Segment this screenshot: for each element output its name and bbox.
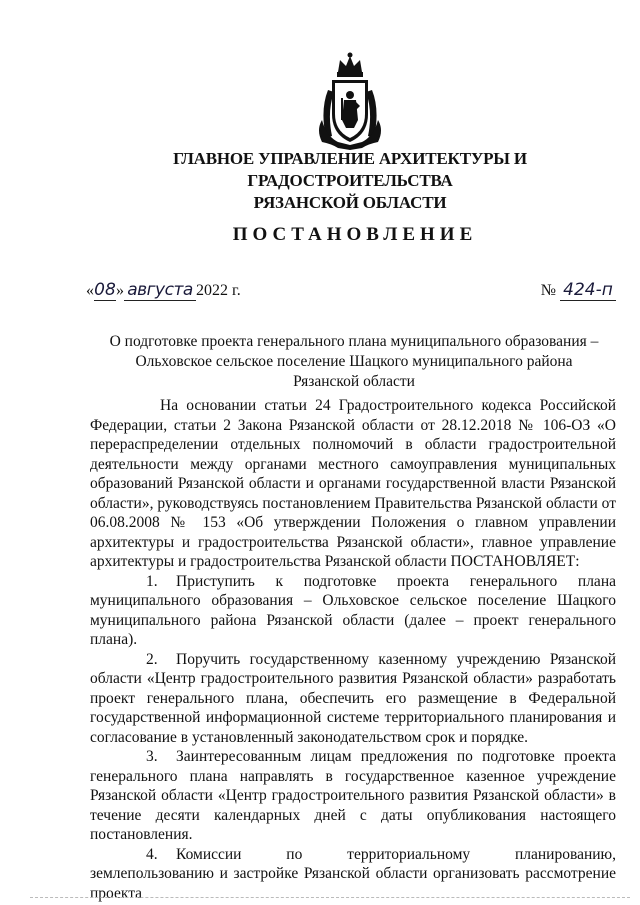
document-title-line1: О подготовке проекта генерального плана муниципального образования –: [109, 333, 599, 350]
document-title-line2: Ольховское сельское поселение Шацкого муниципального района: [135, 353, 573, 370]
document-body: [90, 396, 616, 903]
number-handwritten: 424-п: [560, 280, 616, 301]
page-bottom-divider: [30, 897, 630, 898]
list-item: [90, 572, 616, 650]
list-item-text: Поручить государственному казенному учреждению Рязанской области «Центр градостроительного развития Рязанской области» разработать проект генерального плана, обеспечить его размещение в Федеральной государственной информационной системе территориального планирования и согласование в установленный законодательством срок и порядке.: [90, 650, 616, 746]
date-month-handwritten: августа: [124, 280, 196, 301]
list-item-number: 4.: [146, 845, 158, 863]
list-item-number: 2.: [146, 650, 158, 668]
list-item: [90, 650, 616, 748]
document-number: [541, 280, 616, 301]
organization-name-line2: РЯЗАНСКОЙ ОБЛАСТИ: [253, 193, 447, 212]
list-item-text: Приступить к подготовке проекта генерального плана муниципального образования – Ольховское сельское поселение Шацкого муниципального района Рязанской области (далее – проект генерального плана).: [90, 572, 616, 648]
list-item-text: Комиссии по территориальному планированию, землепользованию и застройке Рязанской области организовать рассмотрение проекта: [90, 845, 616, 902]
document-type-heading: ПОСТАНОВЛЕНИЕ: [232, 224, 478, 245]
date-year: 2022 г.: [196, 282, 241, 299]
number-prefix: №: [540, 282, 556, 299]
document-title: [80, 332, 628, 392]
date-day-handwritten: 08: [94, 280, 116, 300]
list-item-text: Заинтересованным лицам предложения по подготовке проекта генерального плана направлять в государственное казенное учреждение Рязанской области «Центр градостроительного развития Рязанской области» в течение десяти календарных дней с даты опубликования настоящего постановления.: [90, 748, 616, 843]
list-item-number: 1.: [146, 572, 158, 590]
list-item: [90, 845, 616, 904]
organization-name: [70, 148, 630, 214]
document-title-line3: Рязанской области: [293, 373, 415, 390]
document-date: [86, 280, 241, 301]
date-number-row: [86, 278, 626, 306]
list-item-number: 3.: [146, 748, 158, 765]
organization-name-line1: ГЛАВНОЕ УПРАВЛЕНИЕ АРХИТЕКТУРЫ И ГРАДОСТРОИТЕЛЬСТВА: [173, 149, 527, 190]
list-item: [90, 747, 616, 845]
date-open-quote: «: [86, 282, 94, 299]
date-close-quote: »: [116, 282, 124, 299]
coat-of-arms-icon: [310, 50, 390, 152]
preamble-paragraph: На основании статьи 24 Градостроительного кодекса Российской Федерации, статьи 2 Закона Рязанской области от 28.12.2018 № 106-ОЗ «О перераспределении отдельных полномочий в области градостроительной деятельности между органами местного самоуправления муниципальных образований Рязанской области и органами государственной власти Рязанской области», руководствуясь постановлением Правительства Рязанской области от 06.08.2008 № 153 «Об утверждении Положения о главном управлении архитектуры и градостроительства Рязанской области», главное управление архитектуры и градостроительства Рязанской области ПОСТАНОВЛЯЕТ:: [90, 397, 616, 570]
